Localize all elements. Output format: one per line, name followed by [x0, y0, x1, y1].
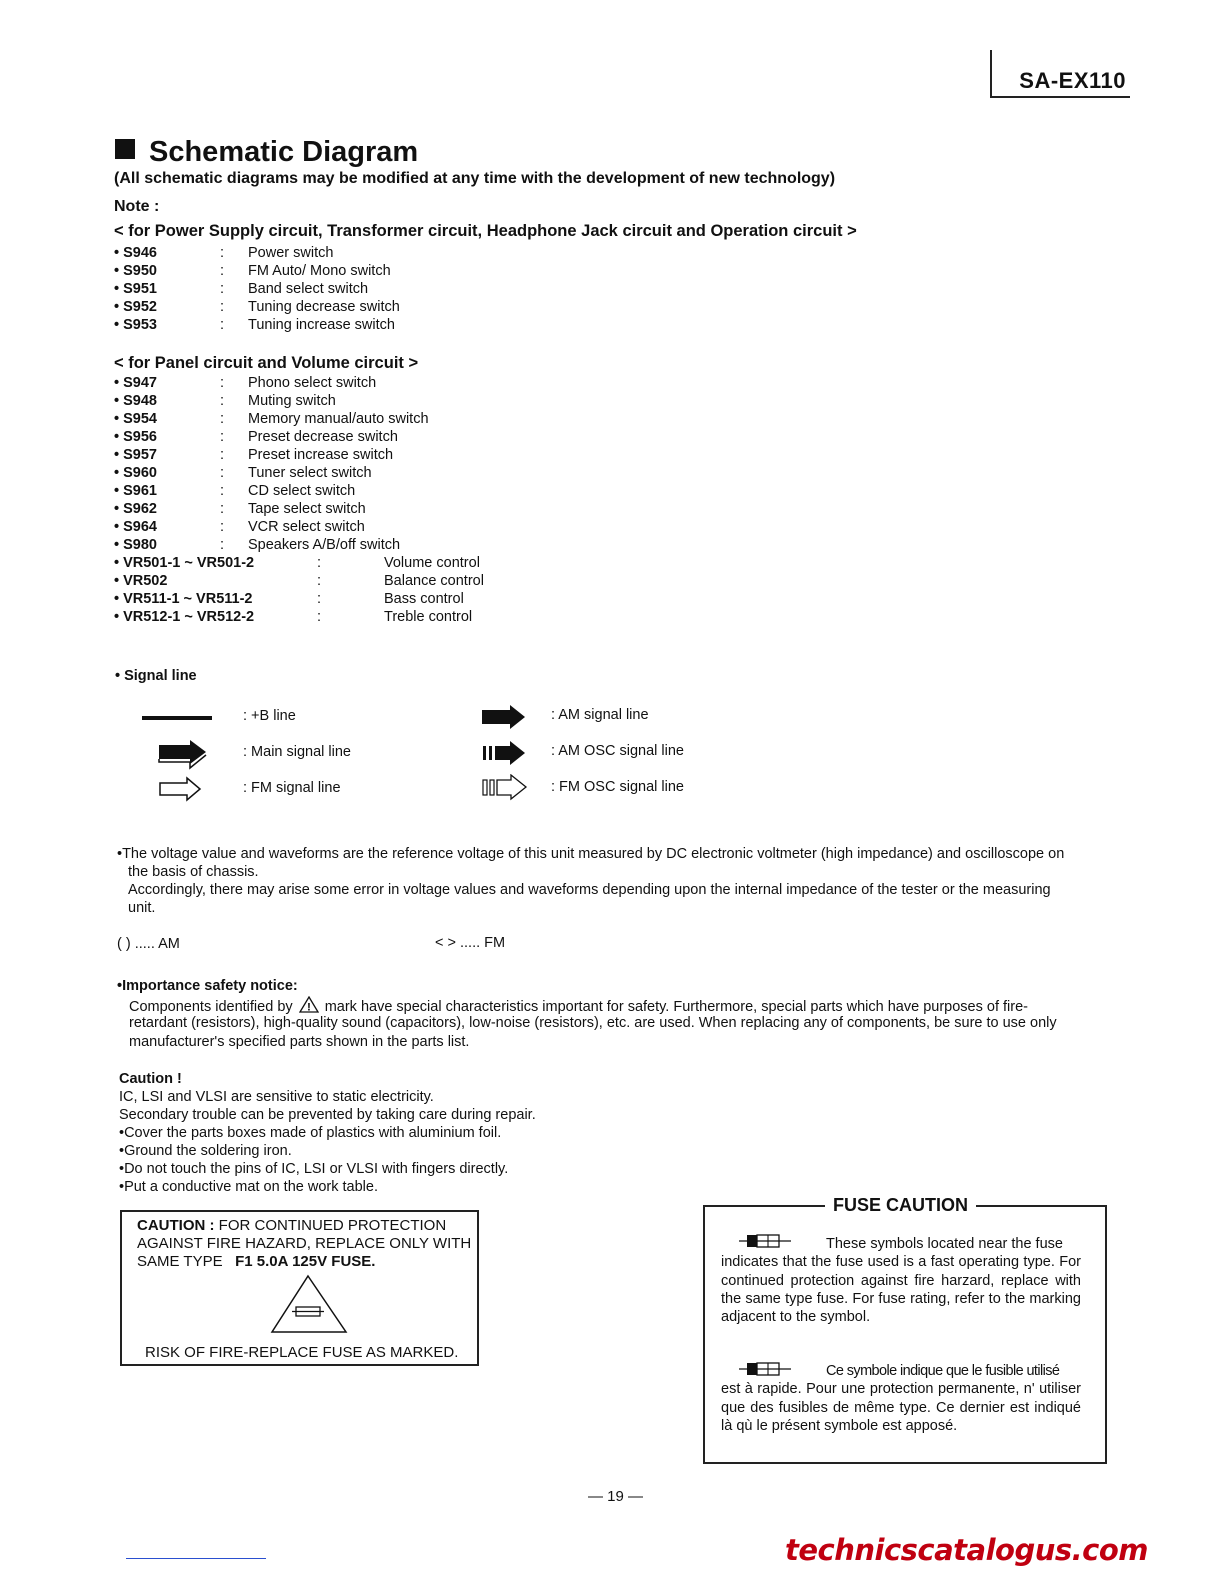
colon: :	[220, 429, 225, 445]
control-code: • VR512-1 ~ VR512-2	[114, 609, 255, 625]
colon: :	[220, 483, 225, 499]
switch-desc: Band select switch	[248, 281, 369, 297]
switch-code: • S948	[114, 393, 157, 409]
switch-code: • S947	[114, 375, 157, 391]
am-osc-signal-label: : AM OSC signal line	[551, 743, 684, 759]
switch-desc: Tuning decrease switch	[248, 299, 400, 315]
caution-box-line3	[137, 1253, 477, 1271]
am-signal-arrow-icon	[480, 704, 528, 732]
divider	[126, 1558, 266, 1559]
caution-box-bold: CAUTION :	[137, 1217, 215, 1234]
am-signal-label: : AM signal line	[551, 707, 649, 723]
switch-desc: Tuner select switch	[248, 465, 372, 481]
fuse-fr-body: est à rapide. Pour une protection permanente, n' utiliser que des fusibles de même type. Ce dernier est indiqué là qù le présent symbole est apposé.	[721, 1381, 1081, 1434]
fm-osc-signal-arrow-icon	[480, 774, 530, 802]
colon: :	[220, 411, 225, 427]
colon: :	[220, 447, 225, 463]
note-label: Note :	[114, 198, 160, 215]
voltage-note-line2: the basis of chassis.	[128, 864, 259, 880]
caution-line: IC, LSI and VLSI are sensitive to static electricity.	[119, 1089, 434, 1105]
colon: :	[220, 281, 225, 297]
control-desc: Bass control	[384, 591, 464, 607]
voltage-note-line4: unit.	[128, 900, 156, 916]
switch-code: • S953	[114, 317, 157, 333]
fuse-warning-triangle-icon	[270, 1274, 350, 1336]
main-signal-label: : Main signal line	[243, 744, 351, 760]
switch-desc: Memory manual/auto switch	[248, 411, 429, 427]
colon: :	[317, 573, 322, 589]
switch-code: • S956	[114, 429, 157, 445]
fm-signal-label: : FM signal line	[243, 780, 341, 796]
fuse-en-body: indicates that the fuse used is a fast operating type. For continued protection against fire harzard, replace with the same type fuse. For fuse rating, refer to the marking adjacent to the symbol.	[721, 1254, 1081, 1326]
control-desc: Volume control	[384, 555, 480, 571]
switch-code: • S962	[114, 501, 157, 517]
switch-code: • S960	[114, 465, 157, 481]
page-title	[115, 136, 418, 169]
control-desc: Balance control	[384, 573, 484, 589]
colon: :	[220, 299, 225, 315]
switch-desc: FM Auto/ Mono switch	[248, 263, 391, 279]
colon: :	[317, 555, 322, 571]
main-signal-arrow-icon	[156, 738, 210, 770]
am-osc-signal-arrow-icon	[480, 740, 528, 768]
switch-desc: Phono select switch	[248, 375, 377, 391]
section2-heading: < for Panel circuit and Volume circuit >	[114, 354, 419, 372]
fm-osc-signal-label: : FM OSC signal line	[551, 779, 684, 795]
model-number: SA-EX110	[1019, 68, 1126, 93]
watermark-link[interactable]: technicscatalogus.com	[785, 1533, 1148, 1567]
signal-line-heading: • Signal line	[115, 668, 197, 684]
caution-box-line1	[137, 1217, 477, 1235]
fuse-caution-title: FUSE CAUTION	[825, 1195, 976, 1216]
switch-code: • S980	[114, 537, 157, 553]
colon: :	[220, 393, 225, 409]
switch-code: • S952	[114, 299, 157, 315]
switch-desc: Preset increase switch	[248, 447, 394, 463]
colon: :	[220, 317, 225, 333]
fuse-caution-panel	[703, 1195, 1107, 1464]
safety-heading: •Importance safety notice:	[117, 978, 298, 994]
control-desc: Treble control	[384, 609, 473, 625]
b-line-label: : +B line	[243, 708, 296, 724]
colon: :	[220, 465, 225, 481]
square-bullet-icon	[115, 139, 135, 159]
switch-code: • S961	[114, 483, 157, 499]
fuse-caution-english	[721, 1235, 1081, 1326]
switch-desc: Preset decrease switch	[248, 429, 398, 445]
caution-box-same-type: SAME TYPE	[137, 1253, 223, 1270]
colon: :	[220, 519, 225, 535]
svg-text:!: !	[306, 1001, 311, 1013]
safety-line1-start: Components identified by	[129, 999, 293, 1015]
b-line-icon	[140, 708, 215, 728]
colon: :	[220, 245, 225, 261]
caution-box-line2: AGAINST FIRE HAZARD, REPLACE ONLY WITH	[137, 1235, 472, 1252]
switch-desc: CD select switch	[248, 483, 356, 499]
switch-code: • S951	[114, 281, 157, 297]
caution-line: •Put a conductive mat on the work table.	[119, 1179, 378, 1195]
colon: :	[317, 609, 322, 625]
switch-code: • S957	[114, 447, 157, 463]
safety-line1-end: mark have special characteristics important for safety. Furthermore, special parts which have purposes of fire-	[324, 999, 1028, 1015]
am-legend: ( ) ..... AM	[117, 936, 180, 952]
warning-triangle-icon	[299, 996, 319, 1013]
switch-code: • S954	[114, 411, 157, 427]
colon: :	[220, 263, 225, 279]
colon: :	[220, 501, 225, 517]
subtitle: (All schematic diagrams may be modified at any time with the development of new technology)	[114, 170, 836, 187]
caution-line: •Cover the parts boxes made of plastics with aluminium foil.	[119, 1125, 502, 1141]
voltage-note-line1: •The voltage value and waveforms are the reference voltage of this unit measured by DC electronic voltmeter (high impedance) and oscilloscope on	[117, 846, 1065, 862]
switch-desc: Tuning increase switch	[248, 317, 395, 333]
model-box	[990, 50, 1130, 98]
control-code: • VR501-1 ~ VR501-2	[114, 555, 255, 571]
fuse-caution-box	[120, 1210, 479, 1366]
caution-box-risk: RISK OF FIRE-REPLACE FUSE AS MARKED.	[145, 1344, 459, 1361]
fm-legend: < > ..... FM	[435, 935, 506, 951]
caution-heading: Caution !	[119, 1071, 182, 1087]
caution-line: Secondary trouble can be prevented by taking care during repair.	[119, 1107, 536, 1123]
safety-line2: retardant (resistors), high-quality sound (capacitors), low-noise (resistors), etc. are used. When replacing any of components, be sure to use only	[129, 1015, 1057, 1031]
caution-box-fuse-rating: F1 5.0A 125V FUSE.	[235, 1253, 376, 1270]
fuse-fr-first-line: Ce symbole indique que le fusible utilisé	[826, 1363, 1060, 1379]
fuse-caution-french	[721, 1362, 1081, 1435]
switch-desc: VCR select switch	[248, 519, 365, 535]
safety-line3: manufacturer's specified parts shown in the parts list.	[129, 1034, 470, 1050]
switch-code: • S950	[114, 263, 157, 279]
switch-desc: Speakers A/B/off switch	[248, 537, 401, 553]
switch-code: • S964	[114, 519, 157, 535]
caution-line: •Ground the soldering iron.	[119, 1143, 292, 1159]
switch-desc: Muting switch	[248, 393, 336, 409]
voltage-note-line3: Accordingly, there may arise some error in voltage values and waveforms depending upon the internal impedance of the tester or the measuring	[128, 882, 1051, 898]
caution-box-text	[137, 1217, 477, 1271]
caution-line: •Do not touch the pins of IC, LSI or VLSI with fingers directly.	[119, 1161, 509, 1177]
colon: :	[220, 375, 225, 391]
page-title-text: Schematic Diagram	[149, 136, 419, 168]
colon: :	[317, 591, 322, 607]
control-code: • VR511-1 ~ VR511-2	[114, 591, 253, 607]
switch-desc: Power switch	[248, 245, 334, 261]
caution-box-line1-text: FOR CONTINUED PROTECTION	[214, 1217, 447, 1234]
section1-heading: < for Power Supply circuit, Transformer circuit, Headphone Jack circuit and Operation circuit >	[114, 222, 857, 240]
fm-signal-arrow-icon	[157, 776, 203, 804]
switch-code: • S946	[114, 245, 157, 261]
page-number: — 19 —	[588, 1488, 644, 1505]
fuse-en-first-line: These symbols located near the fuse	[826, 1236, 1063, 1252]
colon: :	[220, 537, 225, 553]
control-code: • VR502	[114, 573, 168, 589]
switch-desc: Tape select switch	[248, 501, 366, 517]
